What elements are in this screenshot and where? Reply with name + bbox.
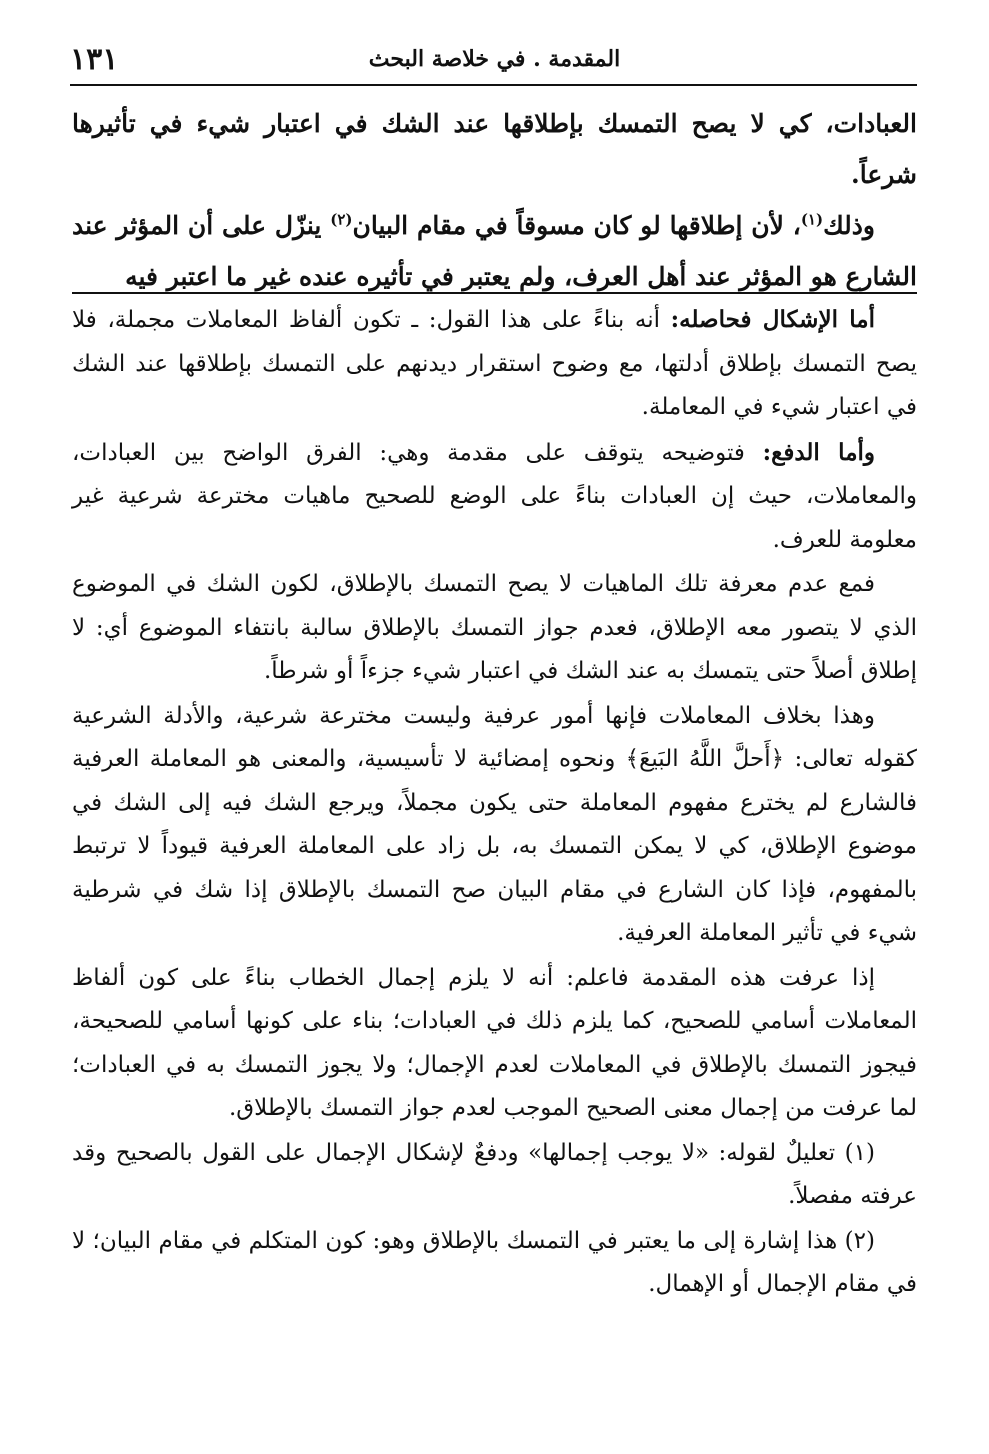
paragraph-text: وهذا بخلاف المعاملات فإنها أمور عرفية وليست مخترعة شرعية، والأدلة الشرعية كقوله تعالى: [72,702,917,772]
paragraph-lead: وأما الدفع: [762,438,876,466]
commentary-paragraph-1 [72,298,917,430]
commentary-divider [72,292,917,294]
paragraph-text: أنه بناءً على هذا القول: ـ تكون ألفاظ المعاملات مجملة، فلا يصح التمسك بإطلاق أدلتها، مع وضوح استقرار ديدنهم على التمسك بإطلاقها عند الشك في اعتبار شيء في المعاملة. [72,307,917,420]
commentary-paragraph-5: إذا عرفت هذه المقدمة فاعلم: أنه لا يلزم إجمال الخطاب بناءً على كون ألفاظ المعاملات أسامي للصحيح، كما يلزم ذلك في العبادات؛ بناء على كونها أسامي للصحيحة، فيجوز التمسك بالإطلاق في المعاملات لعدم الإجمال؛ ولا يجوز التمسك به في العبادات؛ لما عرفت من إجمال معنى الصحيح الموجب لعدم جواز التمسك بالإطلاق. [72,964,917,1121]
footnote-2: (٢) هذا إشارة إلى ما يعتبر في التمسك بالإطلاق وهو: كون المتكلم في مقام البيان؛ لا في مقام الإجمال أو الإهمال. [72,1227,917,1297]
main-paragraph-2 [72,200,917,302]
main-paragraph-1: العبادات، كي لا يصح التمسك بإطلاقها عند الشك في اعتبار شيء في تأثيرها شرعاً. [72,109,917,189]
main-p2-end: ينزّل على أن المؤثر عند الشارع هو المؤثر عند أهل العرف، ولم يعتبر في تأثيره عنده غير ما اعتبر فيه [72,211,917,291]
page-number: ١٣١ [70,42,119,77]
footnote-ref-1: (١) [800,210,824,229]
page-header [70,40,919,80]
footnote-ref-2: (٢) [330,210,353,229]
quran-quote: ﴿أَحلَّ اللَّهُ البَيعَ﴾ [625,746,785,772]
main-p2-mid: ، لأن إطلاقها لو كان مسوقاً في مقام البيان [352,211,801,240]
commentary-paragraph-3: فمع عدم معرفة تلك الماهيات لا يصح التمسك بالإطلاق، لكون الشك في الموضوع الذي لا يتصور معه الإطلاق، فعدم جواز التمسك بالإطلاق سالبة بانتفاء الموضوع أي: لا إطلاق أصلاً حتى يتمسك به عند الشك في اعتبار شيء جزءاً أو شرطاً. [72,571,917,684]
main-text [72,98,917,302]
paragraph-text: فتوضيحه يتوقف على مقدمة وهي: الفرق الواضح بين العبادات، والمعاملات، حيث إن العبادات بناءً على الوضع للصحيح ماهيات مخترعة شرعية غير معلومة للعرف. [72,439,917,553]
commentary-paragraph-2 [72,431,917,563]
footnote-1: (١) تعليلٌ لقوله: «لا يوجب إجمالها» ودفعٌ لإشكال الإجمال على القول بالصحيح وقد عرفته مفصلاً. [72,1139,917,1209]
commentary-paragraph-4 [72,695,917,956]
paragraph-lead: أما الإشكال فحاصله: [670,306,876,333]
running-title: المقدمة . في خلاصة البحث [368,46,621,72]
commentary-text [72,298,917,1307]
header-divider [70,84,917,86]
main-p2-start: وذلك [823,211,875,240]
paragraph-text: ونحوه إمضائية لا تأسيسية، والمعنى هو المعاملة العرفية فالشارع لم يخترع مفهوم المعاملة حتى يكون مجملاً، ويرجع الشك فيه إلى الشك في موضوع الإطلاق، كي لا يمكن التمسك به، بل زاد على المعاملة العرفية قيوداً لا ترتبط بالمفهوم، فإذا كان الشارع في مقام البيان صح التمسك بالإطلاق إذا شك في شرطية شيء في تأثير المعاملة العرفية. [72,746,918,946]
